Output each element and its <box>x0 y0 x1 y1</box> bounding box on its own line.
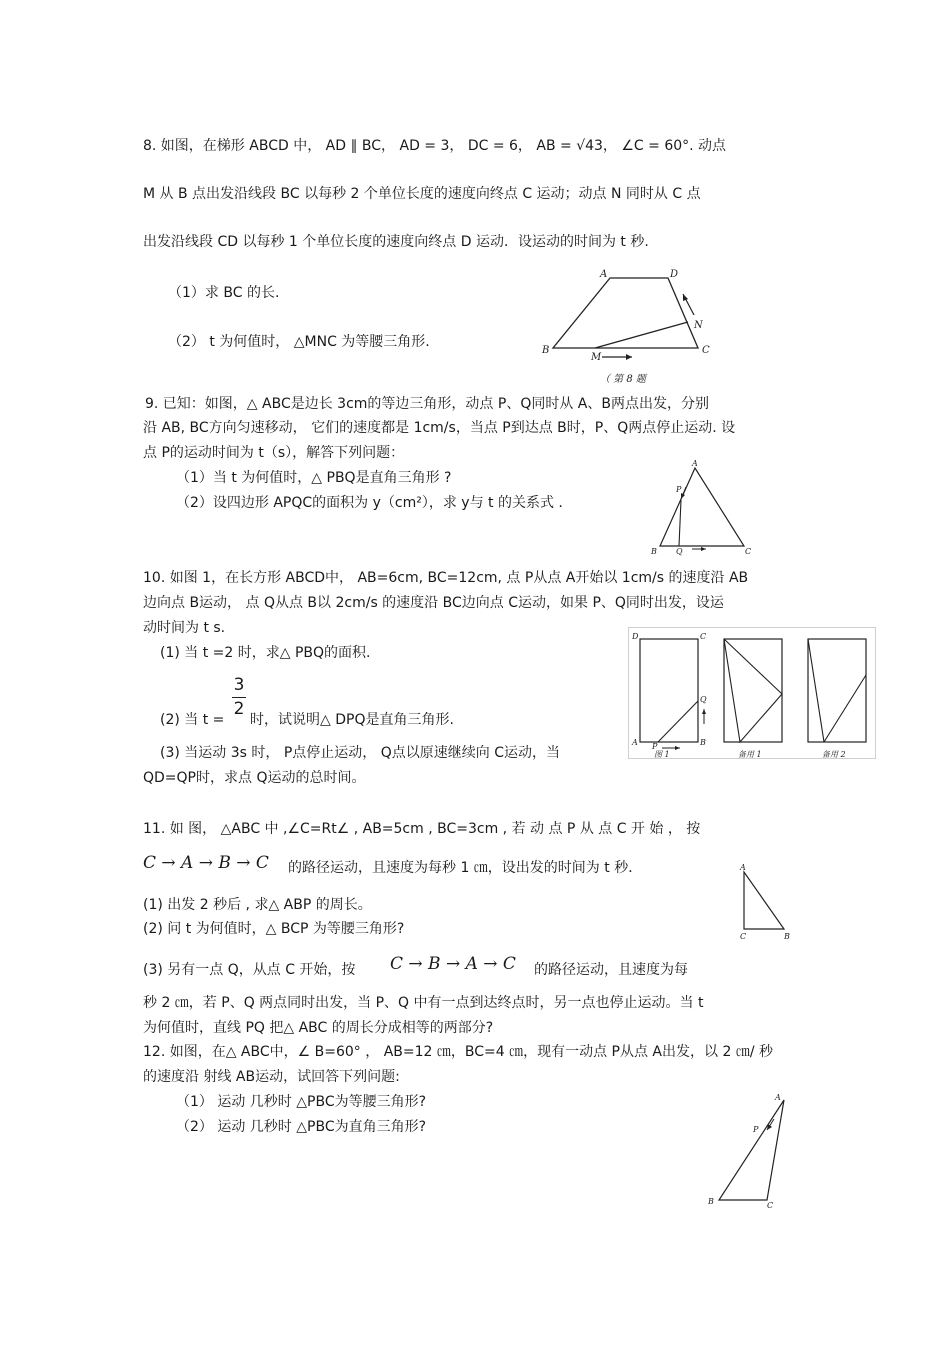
p12-line1: 12. 如图，在△ ABC中，∠ B=60° ， AB=12 ㎝，BC=4 ㎝，现有一动点 P从点 A出发，以 2 ㎝/ 秒 <box>143 1044 773 1060</box>
p10-fraction-bar <box>232 697 246 698</box>
p10-question-2-post: 时，试说明△ DPQ是直角三角形. <box>250 712 454 728</box>
p9-question-1: （1）当 t 为何值时，△ PBQ是直角三角形 ? <box>176 470 452 486</box>
p11-path-1: C → A → B → C <box>143 853 269 873</box>
p11-question-1: (1) 出发 2 秒后 , 求△ ABP 的周长。 <box>143 897 372 913</box>
p8-line2: M 从 B 点出发沿线段 BC 以每秒 2 个单位长度的速度向终点 C 运动；动点 N 同时从 C 点 <box>143 186 701 202</box>
p8-line3: 出发沿线段 CD 以每秒 1 个单位长度的速度向终点 D 运动．设运动的时间为 t 秒. <box>143 234 649 250</box>
p8-label-d: D <box>670 269 679 280</box>
p11-path-1-text: 的路径运动，且速度为每秒 1 ㎝，设出发的时间为 t 秒． <box>288 860 643 876</box>
p10-label-a: A <box>632 738 638 747</box>
p9-label-q: Q <box>676 547 683 556</box>
p9-label-b: B <box>651 547 657 556</box>
p12-label-c: C <box>767 1201 774 1210</box>
p9-label-c: C <box>745 547 752 556</box>
p11-label-c: C <box>740 932 747 941</box>
p8-label-c: C <box>702 345 710 356</box>
p11-label-a: A <box>740 863 746 872</box>
p12-label-a: A <box>775 1093 781 1102</box>
p8-caption: （ 第 8 题 <box>600 374 646 385</box>
p12-question-1: （1） 运动 几秒时 △PBC为等腰三角形? <box>176 1094 427 1110</box>
p12-line2: 的速度沿 射线 AB运动，试回答下列问题: <box>143 1069 400 1085</box>
p11-path-2: C → B → A → C <box>390 954 516 974</box>
p8-line1: 8. 如图，在梯形 ABCD 中， AD ∥ BC， AD = 3， DC = 6， AB = √43， ∠C = 60°. 动点 <box>143 138 727 154</box>
p12-question-2: （2） 运动 几秒时 △PBC为直角三角形? <box>176 1119 427 1135</box>
p9-label-a: A <box>692 459 698 468</box>
p8-question-2: （2） t 为何值时， △MNC 为等腰三角形. <box>168 334 430 350</box>
triangle-figure-9 <box>648 458 758 558</box>
p8-label-b: B <box>542 345 550 356</box>
p10-caption-spare2: 备用 2 <box>822 750 846 759</box>
p10-label-b: B <box>700 738 706 747</box>
p10-question-1: (1) 当 t =2 时，求△ PBQ的面积. <box>160 645 371 661</box>
p8-label-n: N <box>694 320 703 331</box>
p10-fraction-numerator: 3 <box>233 675 245 695</box>
p10-line2: 边向点 B运动， 点 Q从点 B以 2cm/s 的速度沿 BC边向点 C运动，如果 P、Q同时出发，设运 <box>143 595 724 611</box>
p9-line2: 沿 AB, BC方向匀速移动， 它们的速度都是 1cm/s，当点 P到达点 B时，P、Q两点停止运动. 设 <box>143 420 736 436</box>
p10-question-2-pre: (2) 当 t = <box>160 712 225 728</box>
p10-line1: 10. 如图 1，在长方形 ABCD中， AB=6cm, BC=12cm, 点 P从点 A开始以 1cm/s 的速度沿 AB <box>143 570 749 586</box>
p11-question-3-pre: (3) 另有一点 Q，从点 C 开始，按 <box>143 962 356 978</box>
p10-fraction-denominator: 2 <box>233 699 245 719</box>
p12-label-b: B <box>708 1197 714 1206</box>
p11-line-a: 秒 2 ㎝，若 P、Q 两点同时出发，当 P、Q 中有一点到达终点时，另一点也停止运动。当 t <box>143 995 704 1011</box>
p11-label-b: B <box>784 932 790 941</box>
p8-label-m: M <box>591 352 602 363</box>
p10-question-3b: QD=QP时，求点 Q运动的总时间。 <box>143 770 366 786</box>
p11-line1: 11. 如 图， △ABC 中 ,∠C=Rt∠ , AB=5cm , BC=3cm , 若 动 点 P 从 点 C 开 始 ， 按 <box>143 821 701 837</box>
p11-question-2: (2) 问 t 为何值时，△ BCP 为等腰三角形? <box>143 921 405 937</box>
p9-question-2: （2）设四边形 APQC的面积为 y（cm²），求 y与 t 的关系式 . <box>176 495 563 511</box>
p10-line3: 动时间为 t s. <box>143 620 226 636</box>
p10-question-3a: (3) 当运动 3s 时， P点停止运动， Q点以原速继续向 C运动，当 <box>160 745 560 761</box>
p10-label-p: P <box>652 742 658 751</box>
p9-line1: 9. 已知：如图，△ ABC是边长 3cm的等边三角形，动点 P、Q同时从 A、B两点出发，分别 <box>145 396 709 412</box>
p9-label-p: P <box>676 485 682 494</box>
p10-caption-fig1: 图 1 <box>654 750 670 759</box>
p10-label-c: C <box>700 632 707 641</box>
p11-question-3-post: 的路径运动，且速度为每 <box>534 962 688 978</box>
p10-label-q: Q <box>700 695 707 704</box>
p12-label-p: P <box>753 1125 759 1134</box>
p10-caption-spare1: 备用 1 <box>738 750 762 759</box>
p8-question-1: （1）求 BC 的长. <box>168 285 280 301</box>
right-triangle-figure-11 <box>733 860 798 945</box>
triangle-figure-12 <box>703 1090 793 1212</box>
p8-label-a: A <box>600 269 608 280</box>
rectangles-figure-10 <box>628 627 876 759</box>
p11-line-b: 为何值时，直线 PQ 把△ ABC 的周长分成相等的两部分? <box>143 1020 494 1036</box>
p9-line3: 点 P的运动时间为 t（s），解答下列问题： <box>143 445 405 461</box>
trapezoid-figure-8 <box>538 265 728 390</box>
p10-label-d: D <box>632 632 639 641</box>
